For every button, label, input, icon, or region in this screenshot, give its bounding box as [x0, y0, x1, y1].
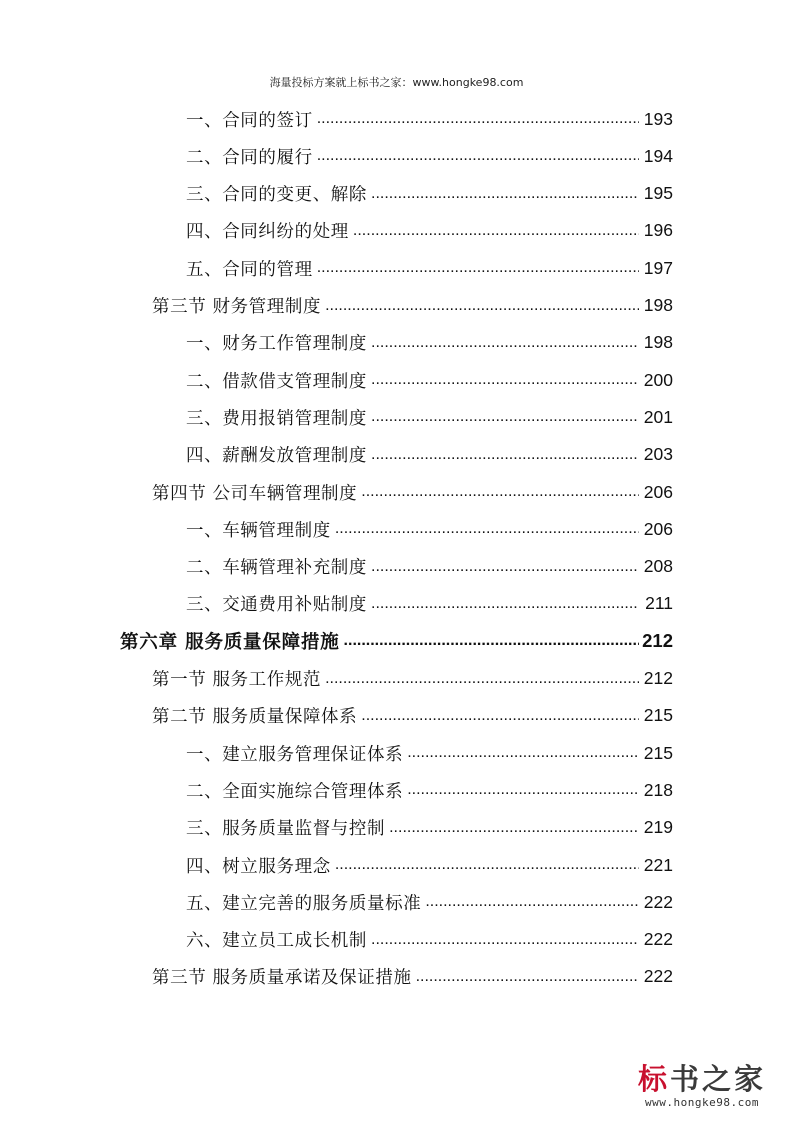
toc-entry[interactable]	[152, 698, 673, 734]
toc-entry[interactable]	[186, 399, 673, 435]
toc-page-number: 198	[643, 295, 673, 315]
toc-entry[interactable]	[186, 362, 673, 398]
toc-entry[interactable]	[186, 549, 673, 585]
toc-leader-dots	[335, 854, 639, 876]
toc-leader-dots	[407, 742, 639, 764]
toc-leader-dots	[425, 891, 639, 913]
toc-entry-title: 一、建立服务管理保证体系	[186, 744, 404, 765]
page-header: 海量投标方案就上标书之家：www.hongke98.com	[269, 76, 524, 89]
toc-entry[interactable]	[152, 661, 673, 697]
toc-entry[interactable]	[186, 735, 673, 771]
toc-leader-dots	[371, 369, 639, 391]
toc-page-number: 196	[643, 220, 673, 241]
toc-leader-dots	[325, 668, 639, 690]
toc-leader-dots	[317, 257, 639, 279]
toc-entry-title: 六、建立员工成长机制	[186, 931, 367, 952]
toc-entry[interactable]	[186, 586, 673, 622]
toc-entry[interactable]	[186, 437, 673, 473]
toc-entry[interactable]	[186, 884, 673, 920]
toc-page-number: 218	[643, 779, 673, 800]
toc-page-number: 200	[643, 369, 673, 390]
toc-leader-dots	[371, 183, 639, 205]
toc-entry[interactable]	[152, 288, 673, 324]
toc-leader-dots	[325, 295, 639, 317]
toc-page-number: 221	[643, 854, 673, 875]
logo-url: www.hongke98.com	[645, 1096, 759, 1109]
toc-entry[interactable]	[186, 772, 673, 808]
toc-entry-title: 一、财务工作管理制度	[186, 334, 367, 355]
toc-leader-dots	[371, 556, 639, 578]
toc-entry-title: 二、合同的履行	[186, 147, 313, 168]
toc-page-number: 212	[643, 668, 673, 688]
toc-entry-title: 三、费用报销管理制度	[186, 408, 367, 429]
toc-entry[interactable]	[186, 213, 673, 249]
toc-page-number: 206	[643, 481, 673, 502]
toc-entry-title: 第二节 服务质量保障体系	[152, 707, 358, 728]
toc-leader-dots	[416, 966, 639, 988]
toc-entry[interactable]	[186, 325, 673, 361]
toc-page-number: 222	[643, 966, 673, 987]
toc-page-number: 206	[643, 518, 673, 539]
toc-page-number: 208	[643, 556, 673, 577]
toc-page-number: 193	[643, 108, 673, 129]
toc-entry[interactable]	[186, 176, 673, 212]
toc-entry-title: 一、车辆管理制度	[186, 520, 331, 541]
toc-page-number: 219	[643, 817, 673, 838]
toc-entry-title: 三、合同的变更、解除	[186, 185, 367, 206]
toc-leader-dots	[353, 220, 639, 242]
toc-entry-title: 二、全面实施综合管理体系	[186, 781, 404, 802]
toc-leader-dots	[335, 518, 639, 540]
toc-entry-title: 三、交通费用补贴制度	[186, 595, 367, 616]
toc-page-number: 201	[643, 406, 673, 427]
toc-entry-title: 四、薪酬发放管理制度	[186, 446, 367, 467]
toc-entry[interactable]	[152, 959, 673, 995]
toc-page-number: 195	[643, 183, 673, 204]
toc-entry-title: 四、树立服务理念	[186, 856, 331, 877]
toc-entry[interactable]	[186, 922, 673, 958]
toc-leader-dots	[407, 779, 639, 801]
toc-entry[interactable]	[186, 138, 673, 174]
toc-entry[interactable]	[186, 810, 673, 846]
toc-entry-title: 五、建立完善的服务质量标准	[186, 893, 422, 914]
toc-page-number: 198	[643, 332, 673, 353]
toc-leader-dots	[371, 332, 639, 354]
toc-leader-dots	[317, 145, 639, 167]
toc-page-number: 197	[643, 257, 673, 278]
toc-page-number: 215	[643, 705, 673, 726]
toc-page-number: 211	[645, 593, 673, 614]
toc-entry[interactable]	[152, 474, 673, 510]
toc-entry-title: 二、借款借支管理制度	[186, 371, 367, 392]
toc-leader-dots	[361, 705, 639, 727]
watermark-logo	[627, 1062, 777, 1110]
toc-leader-dots	[371, 406, 639, 428]
toc-entry-title: 第四节 公司车辆管理制度	[152, 483, 358, 504]
toc-entry-title: 第三节 服务质量承诺及保证措施	[152, 968, 412, 989]
logo-text: 标书之家	[637, 1062, 767, 1096]
toc-entry-title: 一、合同的签订	[186, 110, 313, 131]
toc-entry[interactable]	[186, 101, 673, 137]
toc-entry-title: 第三节 财务管理制度	[152, 297, 322, 317]
toc-page-number: 212	[642, 630, 673, 652]
toc-leader-dots	[389, 817, 639, 839]
toc-leader-dots	[344, 630, 639, 652]
toc-entry-title: 第六章 服务质量保障措施	[120, 632, 340, 654]
toc-page-number: 222	[643, 891, 673, 912]
toc-page-number: 215	[643, 742, 673, 763]
toc-entry-title: 四、合同纠纷的处理	[186, 222, 349, 243]
toc-leader-dots	[317, 108, 639, 130]
toc-page-number: 203	[643, 444, 673, 465]
toc-leader-dots	[361, 481, 639, 503]
toc-entry-title: 三、服务质量监督与控制	[186, 819, 386, 840]
toc-entry[interactable]	[120, 623, 673, 659]
toc-entry[interactable]	[186, 250, 673, 286]
toc-entry-title: 五、合同的管理	[186, 259, 313, 280]
toc-page-number: 222	[643, 929, 673, 950]
toc-entry-title: 二、车辆管理补充制度	[186, 558, 367, 579]
toc-leader-dots	[371, 593, 639, 615]
toc-leader-dots	[371, 929, 639, 951]
toc-leader-dots	[371, 444, 639, 466]
toc-entry[interactable]	[186, 511, 673, 547]
toc-entry[interactable]	[186, 847, 673, 883]
toc-entry-title: 第一节 服务工作规范	[152, 670, 322, 690]
toc-page-number: 194	[643, 145, 673, 166]
